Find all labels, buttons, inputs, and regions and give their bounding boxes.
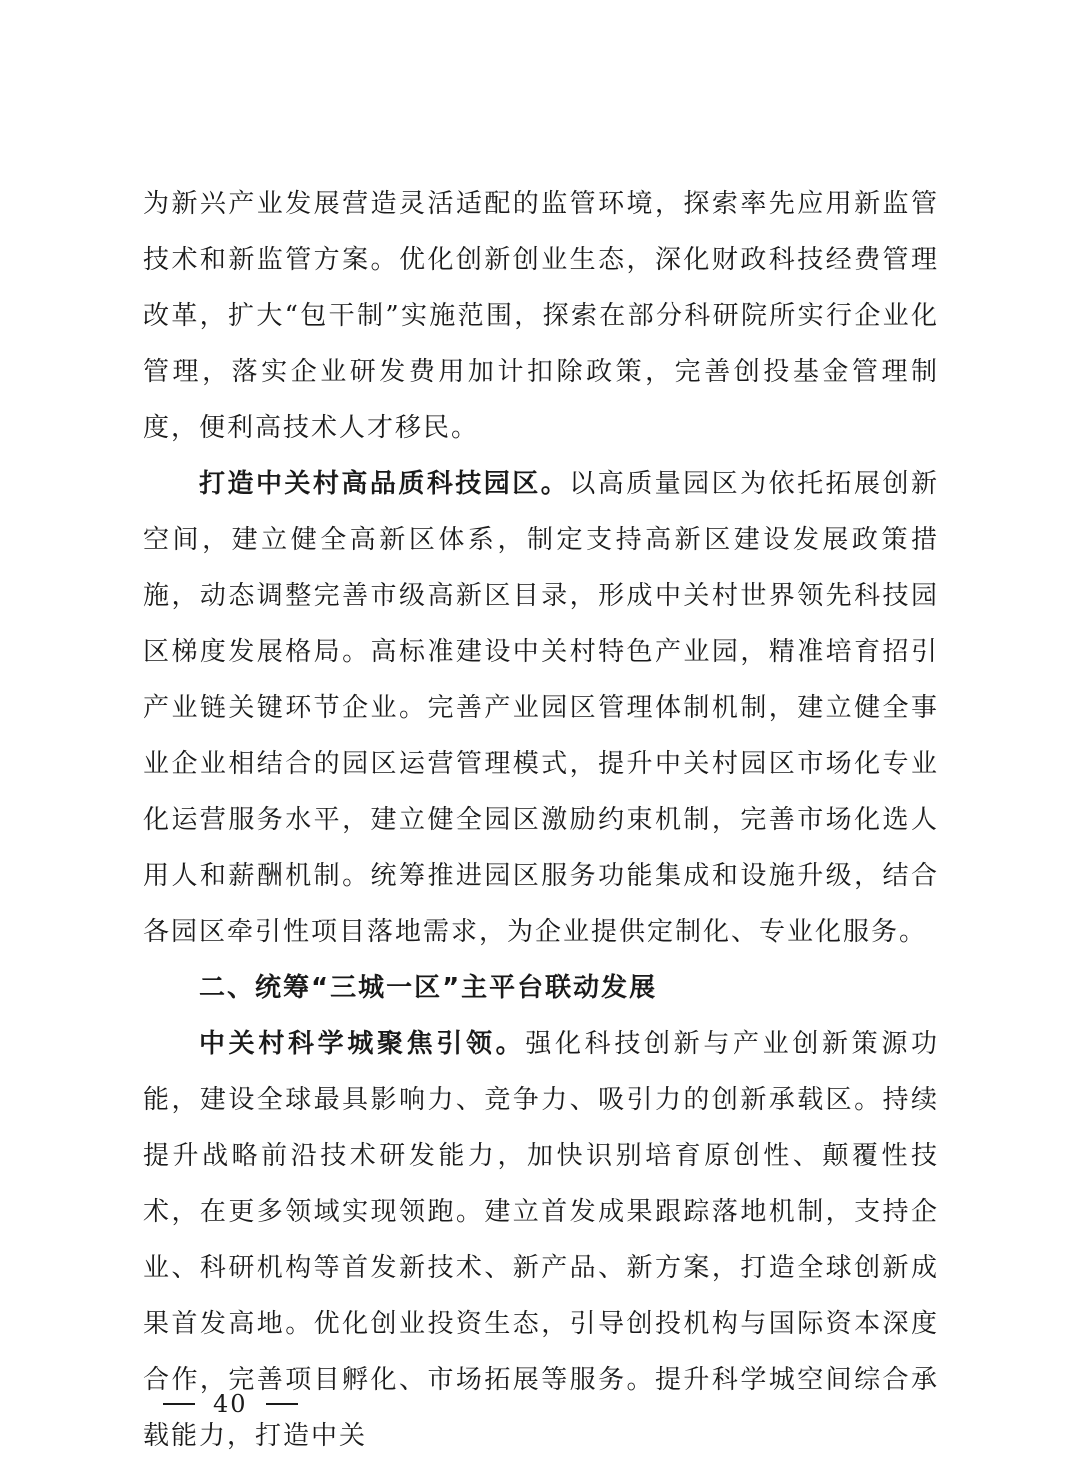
page-number: 40 <box>213 1390 248 1418</box>
footer-dash-right <box>266 1403 298 1405</box>
document-body <box>143 176 939 1464</box>
page-footer <box>163 1384 298 1424</box>
paragraph-text: 强化科技创新与产业创新策源功能，建设全球最具影响力、竞争力、吸引力的创新承载区。持续提升战略前沿技术研发能力，加快识别培育原创性、颠覆性技术，在更多领域实现领跑。建立首发成果跟踪落地机制，支持企业、科研机构等首发新技术、新产品、新方案，打造全球创新成果首发高地。优化创业投资生态，引导创投机构与国际资本深度合作，完善项目孵化、市场拓展等服务。提升科学城空间综合承载能力，打造中关 <box>143 1029 939 1451</box>
section-heading: 二、统筹“三城一区”主平台联动发展 <box>199 973 658 1003</box>
paragraph-text: 以高质量园区为依托拓展创新空间，建立健全高新区体系，制定支持高新区建设发展政策措施，动态调整完善市级高新区目录，形成中关村世界领先科技园区梯度发展格局。高标准建设中关村特色产业园，精准培育招引产业链关键环节企业。完善产业园区管理体制机制，建立健全事业企业相结合的园区运营管理模式，提升中关村园区市场化专业化运营服务水平，建立健全园区激励约束机制，完善市场化选人用人和薪酬机制。统筹推进园区服务功能集成和设施升级，结合各园区牵引性项目落地需求，为企业提供定制化、专业化服务。 <box>143 469 939 947</box>
paragraph-lead: 打造中关村高品质科技园区。 <box>199 469 570 499</box>
paragraph-science-park <box>143 456 939 960</box>
paragraph-text: 为新兴产业发展营造灵活适配的监管环境，探索率先应用新监管技术和新监管方案。优化创新创业生态，深化财政科技经费管理改革，扩大“包干制”实施范围，探索在部分科研院所实行企业化管理，落实企业研发费用加计扣除政策，完善创投基金管理制度，便利高技术人才移民。 <box>143 189 939 443</box>
footer-dash-left <box>163 1403 195 1405</box>
paragraph-lead: 中关村科学城聚焦引领。 <box>199 1029 526 1059</box>
paragraph-continuation <box>143 176 939 456</box>
